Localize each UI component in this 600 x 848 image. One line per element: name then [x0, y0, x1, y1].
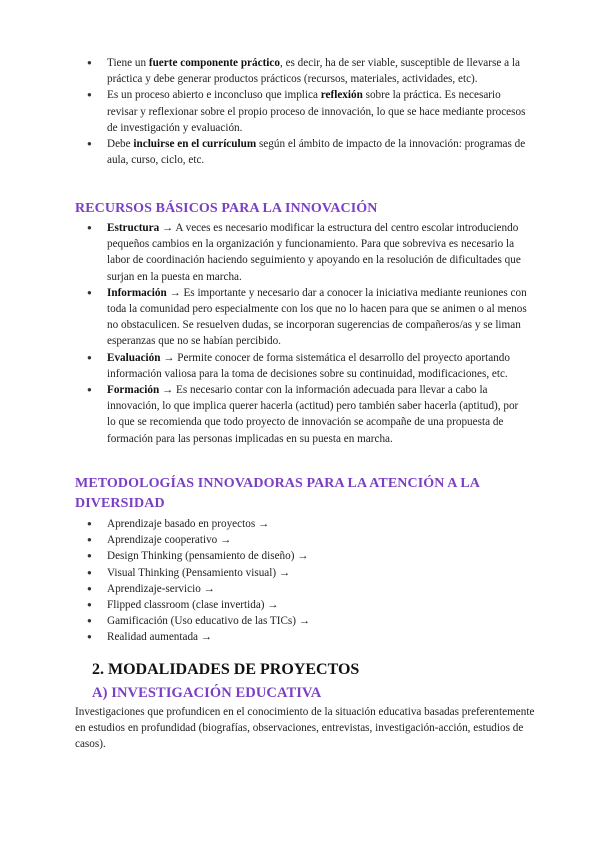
recursos-list — [0, 220, 600, 447]
list-item: ● Formación → Es necesario contar con la información adecuada para llevar a cabo la innovación, lo que implica querer hacerla (actitud) pero también saber hacerla (aptitud), por lo que se recomienda que todo proyecto de innovación se acompañe de una propuesta de formación para las personas implicadas en su puesta en marcha. — [0, 382, 600, 447]
list-item: ● Estructura → A veces es necesario modificar la estructura del centro escolar introduciendo pequeños cambios en la organización y funcionamiento. Para que sobreviva es necesario la labor de coordinación haciendo seguimiento y apoyando en la resolución de dificultades que surjan en la puesta en marcha. — [0, 220, 600, 285]
list-item: ● Flipped classroom (clase invertida) → — [0, 597, 600, 613]
section-heading-recursos: RECURSOS BÁSICOS PARA LA INNOVACIÓN — [75, 201, 378, 216]
section-heading-metodologias — [75, 474, 480, 514]
metodologias-list — [0, 516, 600, 646]
list-item: ● Design Thinking (pensamiento de diseño) → — [0, 548, 600, 564]
intro-list — [0, 55, 600, 168]
paragraph-investigacion: Investigaciones que profundicen en el conocimiento de la situación educativa basadas preferentemente en estudios en profundidad (biografías, observaciones, entrevistas, investigación-acción, estudios de casos). — [75, 706, 535, 751]
list-item: ● Evaluación → Permite conocer de forma sistemática el desarrollo del proyecto aportando información valiosa para la toma de decisiones sobre su continuidad, modificaciones, etc. — [0, 350, 600, 382]
list-item: ● Es un proceso abierto e inconcluso que implica reflexión sobre la práctica. Es necesario revisar y reflexionar sobre el propio proceso de innovación, lo que se hace mediante procesos de investigación y evaluación. — [0, 87, 600, 136]
list-item: ● Tiene un fuerte componente práctico, es decir, ha de ser viable, susceptible de llevarse a la práctica y debe generar productos prácticos (recursos, materiales, actividades, etc). — [0, 55, 600, 87]
list-item: ● Debe incluirse en el currículum según el ámbito de impacto de la innovación: programas de aula, curso, ciclo, etc. — [0, 136, 600, 168]
section-heading-modalidades: 2. MODALIDADES DE PROYECTOS — [92, 661, 360, 678]
list-item: ● Aprendizaje cooperativo → — [0, 532, 600, 548]
subsection-heading-investigacion: A) INVESTIGACIÓN EDUCATIVA — [92, 685, 322, 701]
heading-line: METODOLOGÍAS INNOVADORAS PARA LA ATENCIÓN A LA — [75, 476, 480, 491]
list-item: ● Realidad aumentada → — [0, 629, 600, 645]
list-item: ● Aprendizaje basado en proyectos → — [0, 516, 600, 532]
list-item: ● Información → Es importante y necesario dar a conocer la iniciativa mediante reuniones con toda la comunidad pero especialmente con los que no lo hacen para que se animen o al menos no obstaculicen. Se resuelven dudas, se incorporan sugerencias de compañeros/as y se liman esperanzas que no se habían percibido. — [0, 285, 600, 350]
heading-line: DIVERSIDAD — [75, 496, 165, 511]
list-item: ● Gamificación (Uso educativo de las TICs) → — [0, 613, 600, 629]
list-item: ● Aprendizaje-servicio → — [0, 581, 600, 597]
list-item: ● Visual Thinking (Pensamiento visual) → — [0, 565, 600, 581]
